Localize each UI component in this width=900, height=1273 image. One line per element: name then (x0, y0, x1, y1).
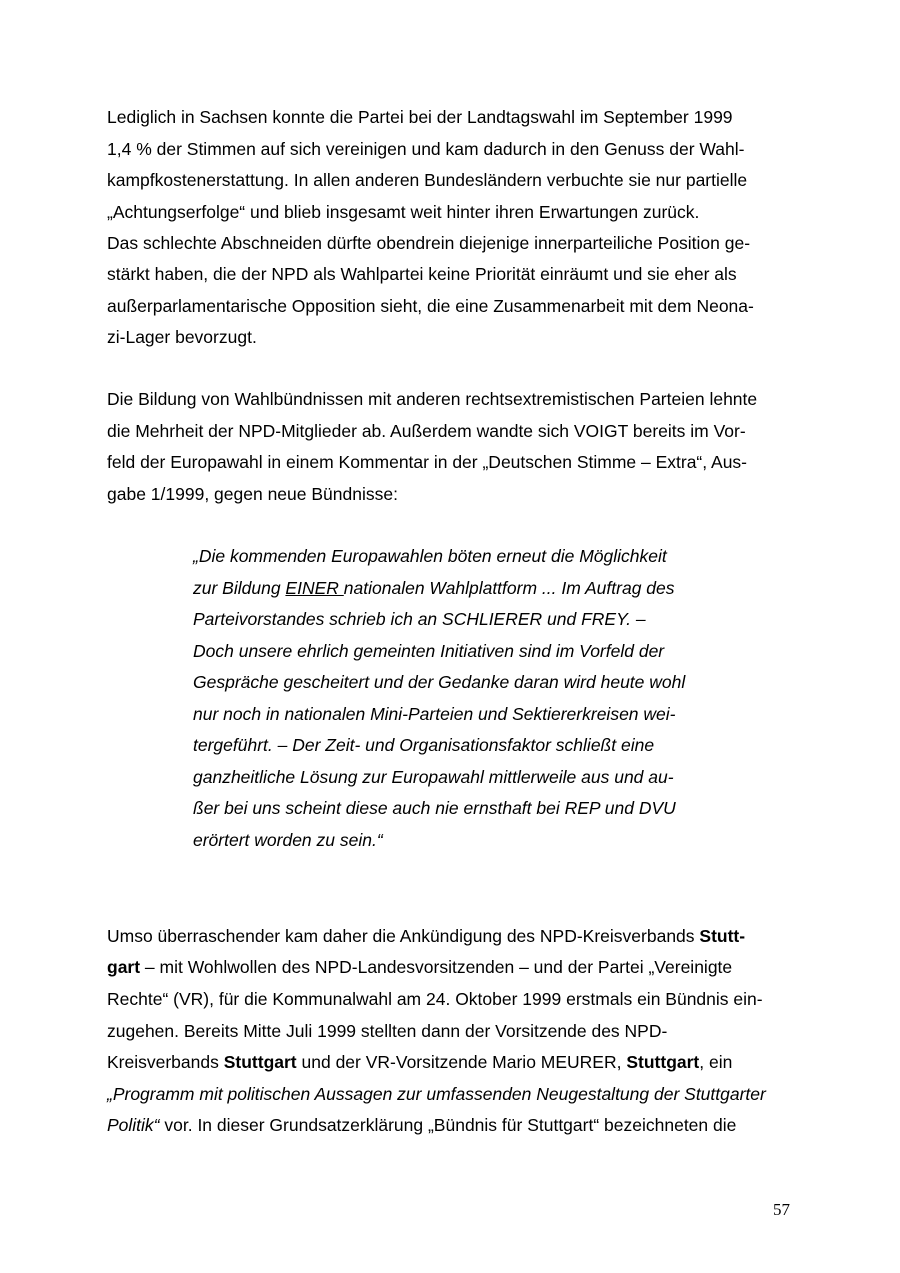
quote-text: zur Bildung (193, 578, 286, 598)
text-line: zi-Lager bevorzugt. (107, 327, 257, 347)
text-run: und der VR-Vorsitzende Mario MEURER, (296, 1052, 627, 1072)
quote-line: Parteivorstandes schrieb ich an SCHLIERER und FREY. – (193, 609, 646, 629)
quote-line: nur noch in nationalen Mini-Parteien und Sektiererkreisen wei- (193, 704, 676, 724)
text-line: Lediglich in Sachsen konnte die Partei bei der Landtagswahl im September 1999 (107, 107, 733, 127)
text-line: stärkt haben, die der NPD als Wahlpartei keine Priorität einräumt und sie eher als (107, 264, 737, 284)
text-line: Rechte“ (VR), für die Kommunalwahl am 24. Oktober 1999 erstmals ein Bündnis ein- (107, 989, 763, 1009)
quote-line: ganzheitliche Lösung zur Europawahl mittlerweile aus und au- (193, 767, 674, 787)
text-line: gabe 1/1999, gegen neue Bündnisse: (107, 484, 398, 504)
text-run: vor. In dieser Grundsatzerklärung „Bündnis für Stuttgart“ bezeichneten die (159, 1115, 737, 1135)
quote-line: „Die kommenden Europawahlen böten erneut die Möglichkeit (193, 546, 667, 566)
text-run: – mit Wohlwollen des NPD-Landesvorsitzenden – und der Partei „Vereinigte (140, 957, 733, 977)
text-line: die Mehrheit der NPD-Mitglieder ab. Außerdem wandte sich VOIGT bereits im Vor- (107, 421, 746, 441)
text-line: außerparlamentarische Opposition sieht, die eine Zusammenarbeit mit dem Neona- (107, 296, 754, 316)
page-number: 57 (773, 1200, 790, 1219)
bold-place-name: Stuttgart (223, 1052, 297, 1072)
text-line: 1,4 % der Stimmen auf sich vereinigen und kam dadurch in den Genuss der Wahl- (107, 139, 745, 159)
quote-line: ßer bei uns scheint diese auch nie ernsthaft bei REP und DVU (193, 798, 676, 818)
emphasized-word: EINER (285, 578, 344, 598)
text-line: Die Bildung von Wahlbündnissen mit anderen rechtsextremistischen Parteien lehnte (107, 389, 758, 409)
quote-line (193, 578, 675, 598)
bold-place-name: Stuttgart (626, 1052, 700, 1072)
quote-line: erörtert worden zu sein.“ (193, 830, 383, 850)
text-line: „Programm mit politischen Aussagen zur umfassenden Neugestaltung der Stuttgarter (107, 1084, 766, 1104)
text-line (107, 926, 745, 946)
text-line: feld der Europawahl in einem Kommentar in der „Deutschen Stimme – Extra“, Aus- (107, 452, 748, 472)
text-line: kampfkostenerstattung. In allen anderen Bundesländern verbuchte sie nur partielle (107, 170, 748, 190)
italic-quote: Politik“ (107, 1115, 160, 1135)
text-run: Kreisverbands (107, 1052, 224, 1072)
quote-line: tergeführt. – Der Zeit- und Organisationsfaktor schließt eine (193, 735, 655, 755)
text-line: Das schlechte Abschneiden dürfte obendrein diejenige innerparteiliche Position ge- (107, 233, 751, 253)
quote-line: Doch unsere ehrlich gemeinten Initiativen sind im Vorfeld der (193, 641, 665, 661)
bold-place-name: Stutt- (699, 926, 746, 946)
quote-text: nationalen Wahlplattform ... Im Auftrag des (343, 578, 675, 598)
bold-place-name: gart (107, 957, 141, 977)
text-line (107, 957, 732, 977)
text-run: , ein (699, 1052, 733, 1072)
quote-line: Gespräche gescheitert und der Gedanke daran wird heute wohl (193, 672, 686, 692)
text-run: Umso überraschender kam daher die Ankündigung des NPD-Kreisverbands (107, 926, 700, 946)
text-line: zugehen. Bereits Mitte Juli 1999 stellten dann der Vorsitzende des NPD- (107, 1021, 668, 1041)
text-line (107, 1115, 736, 1135)
text-line (107, 1052, 732, 1072)
text-line: „Achtungserfolge“ und blieb insgesamt weit hinter ihren Erwartungen zurück. (107, 202, 700, 222)
